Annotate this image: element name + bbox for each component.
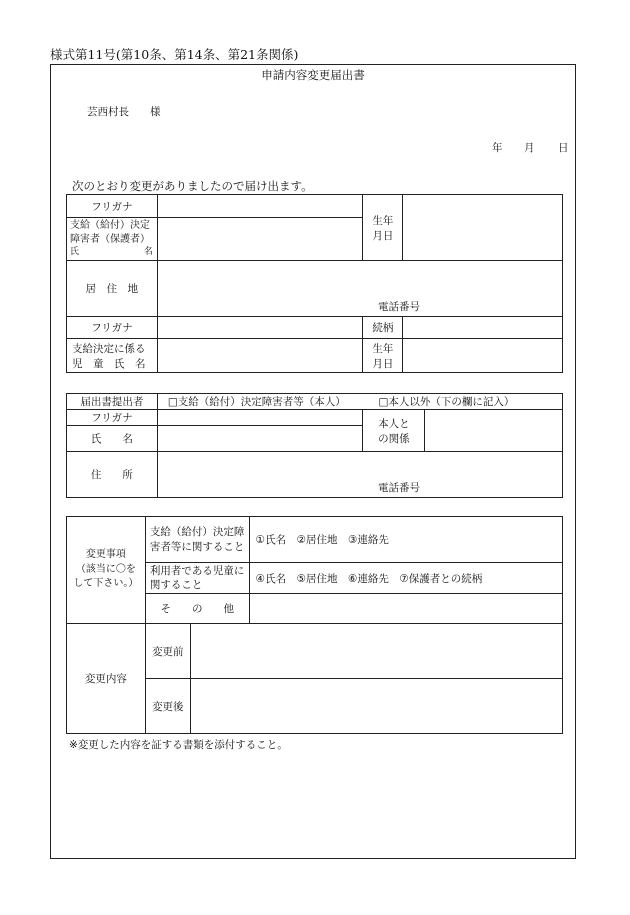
date-day: 日 — [558, 142, 569, 154]
date-year: 年 — [492, 142, 503, 154]
applicant-name-label: 支給（給付）決定 障害者（保護者） 氏 名 — [67, 218, 158, 261]
before-label: 変更前 — [145, 624, 190, 679]
date-month: 月 — [524, 142, 535, 154]
option-self[interactable]: □支給（給付）決定障害者等（本人） — [167, 396, 346, 408]
row3-label: そ の 他 — [145, 594, 249, 624]
relation-label: 続柄 — [363, 317, 403, 339]
submitter-name-label: 氏 名 — [67, 426, 158, 452]
submitter-phone-label: 電話番号 — [378, 482, 420, 494]
before-field[interactable] — [190, 624, 562, 679]
change-content-label: 変更内容 — [67, 624, 146, 734]
row2-label: 利用者である児童に関すること — [145, 563, 249, 594]
child-furigana-label: フリガナ — [67, 317, 158, 339]
submitter-furigana-label: フリガナ — [67, 410, 158, 426]
submitter-address-field[interactable] — [157, 452, 562, 498]
submitter-label: 届出書提出者 — [67, 394, 158, 410]
child-name-label: 支給決定に係る 児 童 氏 名 — [67, 339, 158, 373]
submitter-options — [157, 394, 562, 410]
note: ※変更した内容を証する書類を添付すること。 — [69, 739, 288, 751]
change-items-label: 変更事項 （該当に〇を して下さい。） — [67, 517, 146, 624]
child-name-field[interactable] — [157, 339, 363, 373]
furigana-field[interactable] — [157, 195, 363, 218]
change-table — [66, 516, 563, 734]
row2-options[interactable]: ④氏名 ⑤居住地 ⑥連絡先 ⑦保護者との続柄 — [249, 563, 562, 594]
submitter-furigana-field[interactable] — [157, 410, 363, 426]
form-title: 申請内容変更届出書 — [261, 68, 365, 82]
submitter-name-field[interactable] — [157, 426, 363, 452]
child-furigana-field[interactable] — [157, 317, 363, 339]
address-label: 居 住 地 — [67, 261, 158, 317]
form-code: 様式第11号(第10条、第14条、第21条関係) — [50, 47, 299, 62]
after-field[interactable] — [190, 679, 562, 734]
address-field[interactable] — [157, 261, 562, 317]
applicant-name-field[interactable] — [157, 218, 363, 261]
row3-field[interactable] — [249, 594, 562, 624]
after-label: 変更後 — [145, 679, 190, 734]
row1-label: 支給（給付）決定障害者等に関すること — [145, 517, 249, 563]
row1-options[interactable]: ①氏名 ②居住地 ③連絡先 — [249, 517, 562, 563]
furigana-label: フリガナ — [67, 195, 158, 218]
addressee: 芸西村長 様 — [87, 106, 161, 118]
submitter-relation-label: 本人と の関係 — [363, 410, 425, 452]
child-birth-label: 生年 月日 — [363, 339, 403, 373]
child-birth-field[interactable] — [403, 339, 563, 373]
applicant-table — [66, 194, 563, 373]
intro-text: 次のとおり変更がありましたので届け出ます。 — [72, 179, 313, 193]
submitter-table — [66, 393, 563, 498]
submitter-relation-field[interactable] — [425, 410, 563, 452]
phone-label: 電話番号 — [378, 301, 420, 313]
relation-field[interactable] — [403, 317, 563, 339]
birth-label: 生年 月日 — [363, 195, 403, 261]
submitter-address-label: 住 所 — [67, 452, 158, 498]
birth-field[interactable] — [403, 195, 563, 261]
option-other[interactable]: □本人以外（下の欄に記入） — [378, 396, 515, 408]
